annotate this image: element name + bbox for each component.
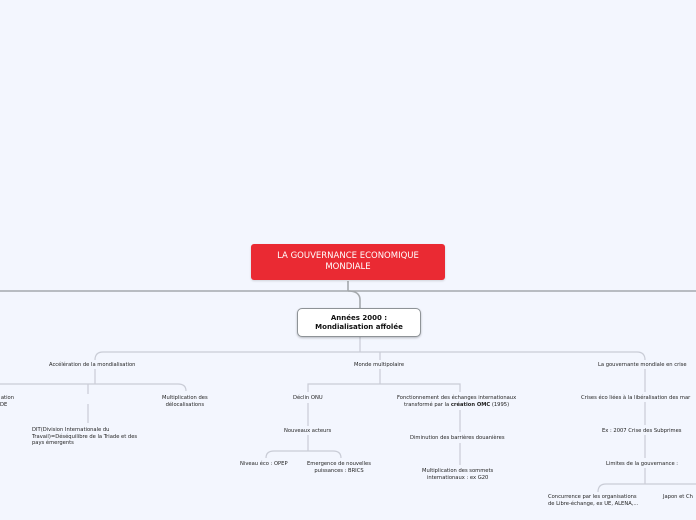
node-omc[interactable] (397, 395, 516, 408)
node-g20-line2: internationaux : ex G20 (426, 474, 489, 481)
node-brics-line2: puissances : BRICS (314, 467, 364, 474)
branch-gouvernante[interactable]: La gouvernante mondiale en crise (598, 362, 687, 368)
node-omc-suffix: (1995) (490, 401, 510, 408)
node-subprimes[interactable]: Ex : 2007 Crise des Subprimes (602, 428, 682, 434)
node-omc-bold: création OMC (450, 401, 491, 408)
root-title-line1: LA GOUVERNANCE ECONOMIQUE (277, 251, 419, 261)
node-brics[interactable] (307, 461, 371, 474)
main-topic-node[interactable] (297, 308, 421, 337)
node-omc-line2 (397, 402, 516, 409)
main-topic-line1: Années 2000 : (330, 313, 388, 322)
main-link (348, 291, 360, 308)
node-concurrence-line2: de Libre-échange, ex UE, ALENA,... (548, 500, 639, 507)
branch-multipolaire[interactable]: Monde multipolaire (354, 362, 405, 368)
node-omc-line1: Fonctionnement des échanges internationaux (397, 395, 517, 401)
node-crises[interactable]: Crises éco liées à la libéralisation des mar (581, 395, 691, 401)
node-opep[interactable]: Niveau éco : OPEP (240, 461, 288, 467)
branch-rail (95, 352, 645, 360)
node-cut-left-line1: ation (0, 395, 14, 401)
node-dit[interactable] (32, 427, 137, 447)
root-title-line2: MONDIALE (325, 262, 371, 272)
branch-acceleration[interactable]: Accélération de la mondialisation (49, 362, 136, 368)
node-delocalisations-line1: Multiplication des (162, 395, 208, 401)
node-delocalisations[interactable] (162, 395, 208, 408)
node-concurrence-line1: Concurrence par les organisations (548, 494, 637, 500)
node-omc-prefix: transformé par la (404, 401, 451, 408)
node-diminution[interactable]: Diminution des barrières douanières (410, 435, 505, 441)
main-topic-line2: Mondialisation affolée (315, 322, 403, 331)
node-cut-left[interactable] (0, 395, 14, 408)
node-concurrence[interactable] (548, 494, 638, 507)
node-japon[interactable]: Japon et Ch (663, 494, 693, 500)
root-node[interactable] (251, 244, 445, 280)
node-g20[interactable] (422, 468, 493, 481)
node-delocalisations-line2: délocalisations (165, 401, 205, 408)
node-limites[interactable]: Limites de la gouvernance : (606, 461, 679, 467)
node-brics-line1: Emergence de nouvelles (307, 461, 371, 467)
node-declin-onu[interactable]: Déclin ONU (293, 395, 323, 401)
node-dit-line1: DIT(Division Internationale du (32, 427, 110, 433)
node-dit-line3: pays émergents (32, 440, 74, 447)
node-g20-line1: Multiplication des sommets (422, 468, 494, 474)
node-nouveaux-acteurs[interactable]: Nouveaux acteurs (284, 428, 332, 434)
node-cut-left-line2: DE (0, 401, 8, 408)
node-dit-line2: Travail)=Déséquilibre de la Triade et des (32, 433, 138, 440)
